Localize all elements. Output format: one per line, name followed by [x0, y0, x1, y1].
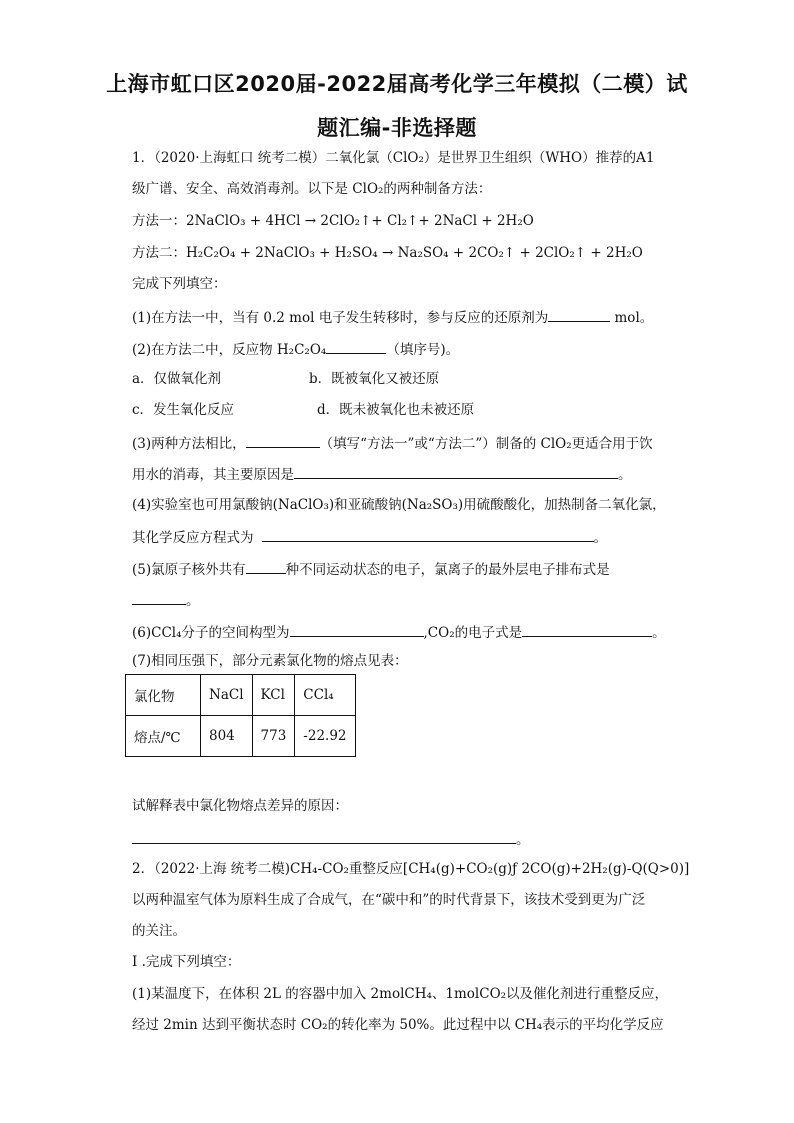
q1-part-6-text: (6)CCl₄分子的空间构型为	[132, 625, 290, 641]
q1-fill-instruction: 完成下列填空：	[132, 276, 227, 292]
q1-part-6-text-2: ,CO₂的电子式是	[423, 625, 523, 641]
q1-part-5-text-2: 种不同运动状态的电子，氯离子的最外层电子排布式是	[285, 562, 610, 578]
answer-blank[interactable]	[290, 622, 424, 637]
table-row	[126, 716, 356, 757]
q1-option-a: a．仅做氧化剂	[132, 371, 222, 387]
table-cell: KCl	[252, 675, 295, 716]
table-cell: -22.92	[295, 716, 355, 757]
q1-part-2-text: (2)在方法二中，反应物 H₂C₂O₄	[132, 342, 327, 358]
table-cell: NaCl	[201, 675, 253, 716]
document-title-line-2: 题汇编-非选择题	[317, 116, 477, 140]
table-cell: 773	[252, 716, 295, 757]
q1-part-4-line-1: (4)实验室也可用氯酸钠(NaClO₃)和亚硫酸钠(Na₂SO₃)用硫酸酸化，加热制备二氧化氯，	[132, 497, 666, 513]
answer-blank[interactable]	[246, 433, 320, 448]
answer-blank[interactable]	[326, 339, 386, 354]
q1-explain-prompt: 试解释表中氯化物熔点差异的原因：	[132, 798, 348, 814]
q1-part-4-line-2	[132, 527, 607, 547]
answer-blank[interactable]	[522, 622, 652, 637]
answer-blank[interactable]	[262, 527, 594, 542]
q1-part-2-hint: （填序号)。	[386, 342, 460, 358]
melting-point-table	[125, 674, 356, 757]
q1-part-6	[132, 622, 666, 642]
q1-part-4-text: 其化学反应方程式为	[132, 530, 254, 546]
q1-method-1: 方法一：2NaClO₃ + 4HCl → 2ClO₂↑+ Cl₂↑+ 2NaCl + 2H₂O	[132, 213, 534, 229]
answer-blank[interactable]	[132, 590, 186, 605]
q1-part-2	[132, 339, 459, 359]
answer-blank[interactable]	[294, 464, 618, 479]
q1-part-3-hint: （填写“方法一”或“方法二”）制备的 ClO₂更适合用于饮	[319, 436, 653, 452]
q1-part-1-text: (1)在方法一中，当有 0.2 mol 电子发生转移时，参与反应的还原剂为	[132, 310, 549, 326]
q1-option-b: b．既被氧化又被还原	[309, 371, 440, 387]
period: 。	[593, 530, 607, 546]
q2-line-1: 2．（2022·上海 统考二模)CH₄-CO₂重整反应[CH₄(g)+CO₂(g)ƒ 2CO(g)+2H₂(g)-Q(Q>0)]	[132, 861, 690, 877]
q1-part-5-line-1	[132, 559, 610, 579]
q1-intro-line-1: 1．（2020·上海虹口 统考二模）二氧化氯（ClO₂）是世界卫生组织（WHO）推荐的A1	[132, 150, 655, 166]
q1-part-3-text: (3)两种方法相比，	[132, 436, 246, 452]
period: 。	[516, 832, 530, 848]
q1-part-7: (7)相同压强下，部分元素氯化物的熔点见表：	[132, 653, 408, 669]
period: 。	[652, 625, 666, 641]
table-header-row	[126, 675, 356, 716]
q1-part-3-line-2	[132, 464, 632, 484]
table-cell: CCl₄	[295, 675, 355, 716]
q1-option-d: d．既未被氧化也未被还原	[317, 402, 475, 418]
q1-part-3-line-1	[132, 433, 653, 453]
document-title-line-1: 上海市虹口区2020届-2022届高考化学三年模拟（二模）试	[106, 72, 688, 96]
q2-line-2: 以两种温室气体为原料生成了合成气，在“碳中和”的时代背景下，该技术受到更为广泛	[132, 892, 646, 908]
q1-part-3-reason: 用水的消毒，其主要原因是	[132, 467, 294, 483]
q1-part-1-unit: mol。	[610, 310, 654, 326]
q2-line-3: 的关注。	[132, 923, 186, 939]
table-cell: 氯化物	[126, 675, 201, 716]
answer-blank[interactable]	[132, 829, 516, 844]
q1-method-2: 方法二：H₂C₂O₄ + 2NaClO₃ + H₂SO₄ → Na₂SO₄ + 2CO₂↑ + 2ClO₂↑ + 2H₂O	[132, 245, 643, 261]
period: 。	[618, 467, 632, 483]
q1-part-5-text: (5)氯原子核外共有	[132, 562, 246, 578]
q1-intro-line-2: 级广谱、安全、高效消毒剂。以下是 ClO₂的两种制备方法：	[132, 181, 492, 197]
q1-part-5-line-2	[132, 590, 200, 610]
answer-blank[interactable]	[548, 307, 610, 322]
period: 。	[186, 593, 200, 609]
q1-option-c: c．发生氧化反应	[132, 402, 235, 418]
table-cell: 804	[201, 716, 253, 757]
q2-line-5: (1)某温度下，在体积 2L 的容器中加入 2molCH₄、1molCO₂以及催化剂进行重整反应，	[132, 986, 669, 1002]
answer-blank[interactable]	[246, 559, 286, 574]
table-cell: 熔点/℃	[126, 716, 201, 757]
q1-part-1	[132, 307, 653, 327]
q2-line-4: I .完成下列填空：	[132, 954, 241, 970]
q1-explain-answer	[132, 829, 530, 849]
q2-line-6: 经过 2min 达到平衡状态时 CO₂的转化率为 50%。此过程中以 CH₄表示的平均化学反应	[132, 1017, 664, 1033]
